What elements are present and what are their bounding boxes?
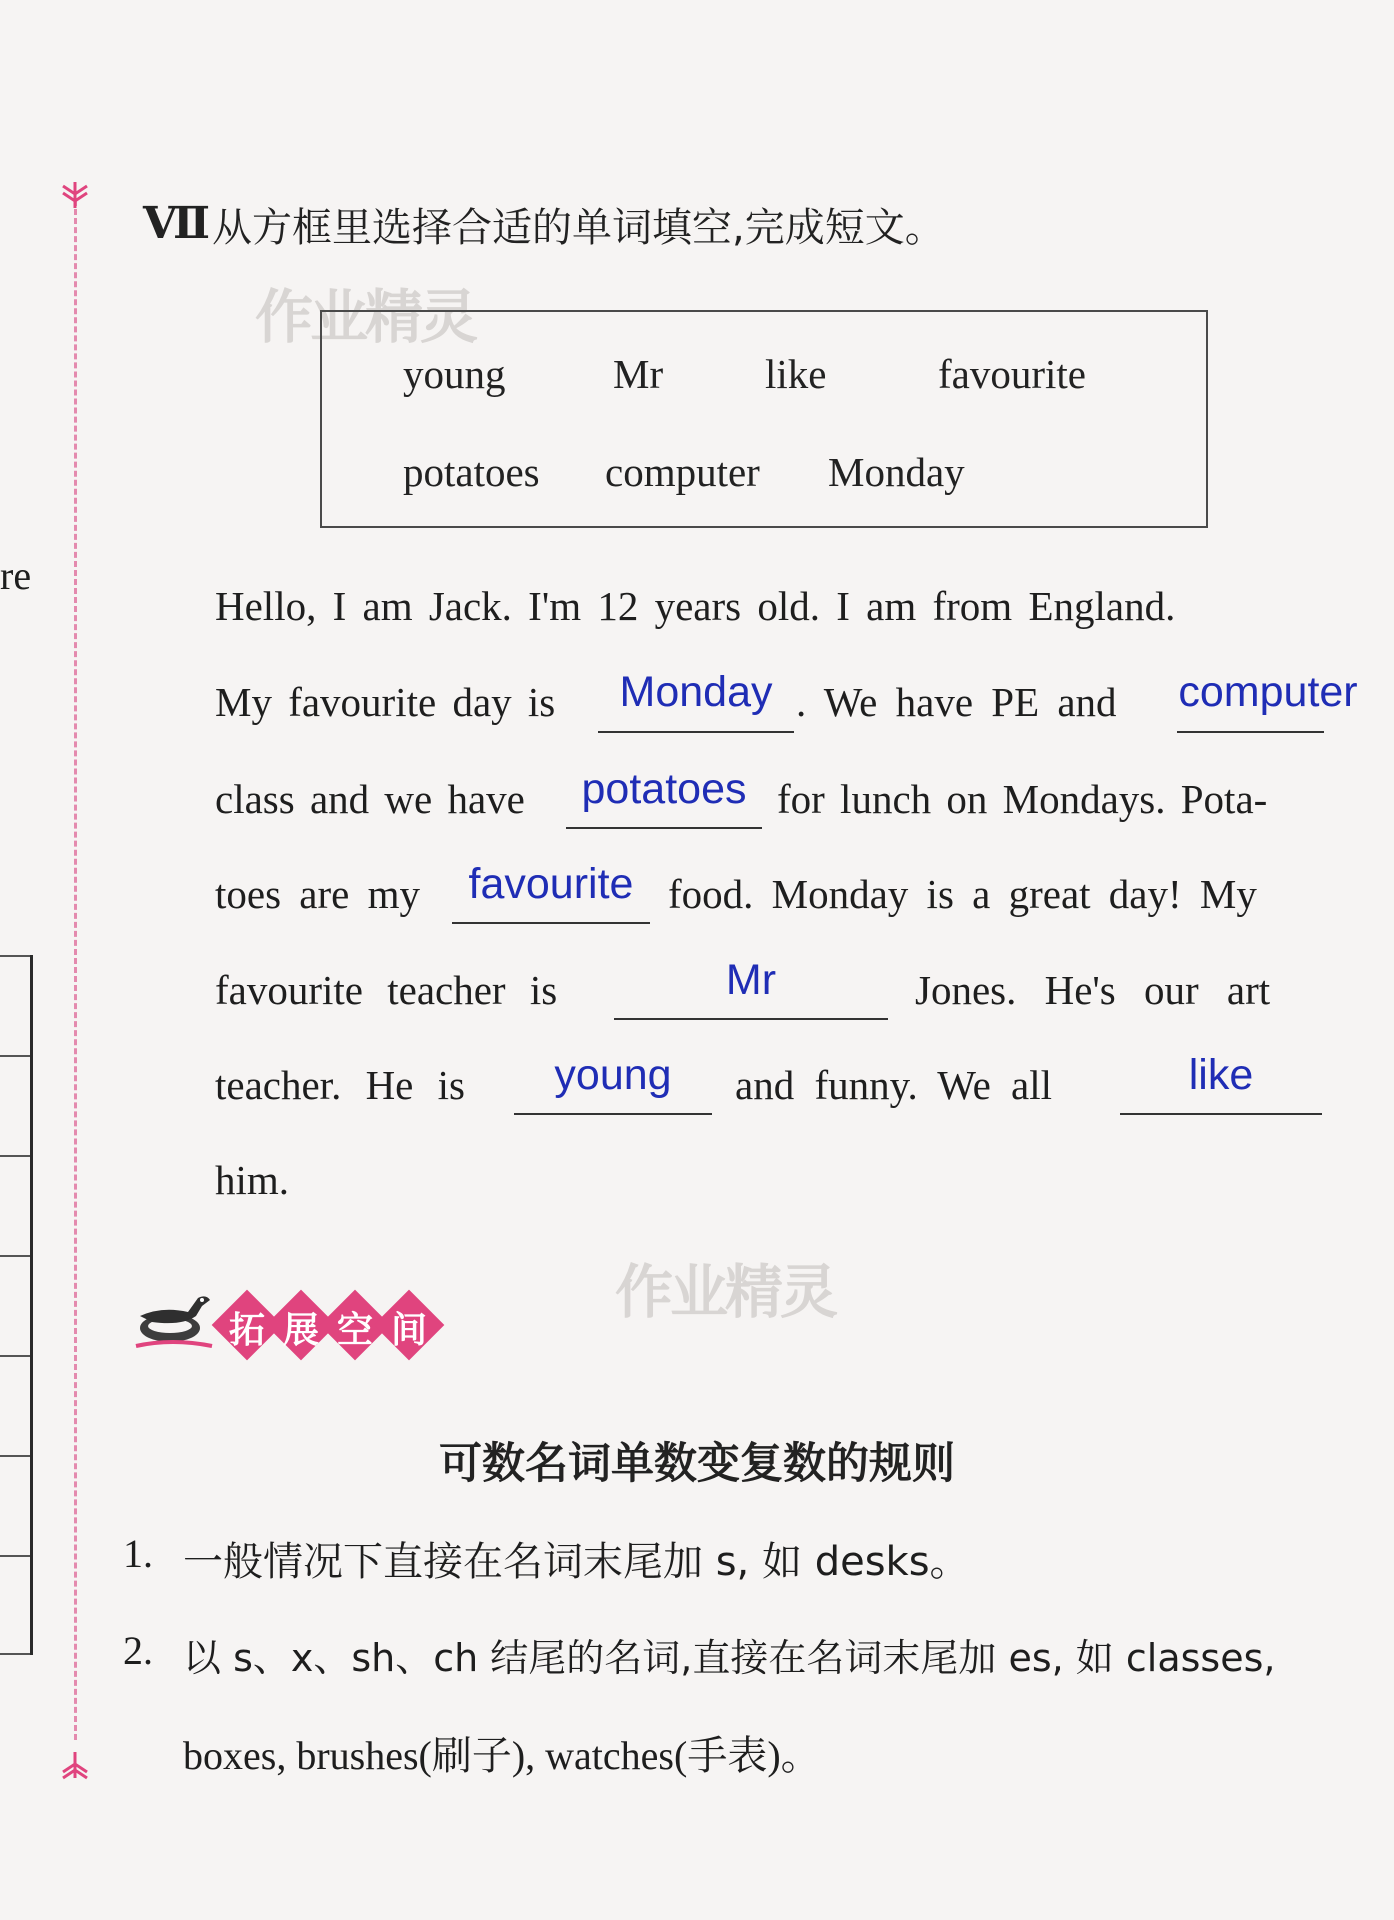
rules-title: 可数名词单数变复数的规则 — [439, 1439, 955, 1489]
word-option: favourite — [938, 351, 1086, 397]
rule-text: 一般情况下直接在名词末尾加 s, 如 desks。 — [183, 1539, 970, 1585]
answer-blank-5 — [614, 1018, 888, 1020]
bird-icon — [132, 1276, 214, 1358]
cut-off-margin-text: re — [0, 553, 32, 598]
rule-number: 1. — [123, 1531, 153, 1576]
margin-arrow-icon-bottom — [58, 1750, 92, 1780]
rule-number: 2. — [123, 1628, 153, 1673]
watermark: 作业精灵 — [255, 283, 476, 351]
answer-2: computer — [1178, 668, 1358, 716]
passage-line: him. — [215, 1157, 290, 1203]
answer-1: Monday — [619, 668, 773, 716]
word-option: potatoes — [403, 449, 540, 495]
answer-6: young — [554, 1051, 672, 1099]
watermark: 作业精灵 — [615, 1258, 836, 1326]
badge-char: 间 — [390, 1310, 427, 1351]
answer-3: potatoes — [581, 765, 747, 813]
word-option: Mr — [613, 351, 664, 397]
cut-off-table — [0, 955, 33, 1655]
passage-line: teacher. He is — [215, 1062, 465, 1108]
answer-blank-4 — [452, 922, 650, 924]
passage-line: and funny. We all — [735, 1062, 1053, 1108]
section-instruction: 从方框里选择合适的单词填空,完成短文。 — [212, 205, 945, 251]
rule-text: 以 s、x、sh、ch 结尾的名词,直接在名词末尾加 es, 如 classes, — [183, 1636, 1276, 1680]
badge-char: 拓 — [228, 1310, 265, 1351]
word-option: young — [403, 351, 506, 397]
badge-char: 空 — [336, 1310, 373, 1351]
extension-badge — [210, 1290, 440, 1360]
badge-char: 展 — [282, 1310, 319, 1351]
margin-arrow-icon-top — [58, 180, 92, 210]
passage-line: toes are my — [215, 871, 420, 917]
answer-4: favourite — [468, 860, 634, 908]
passage-line: class and we have — [215, 776, 525, 822]
answer-5: Mr — [725, 956, 777, 1004]
section-number: Ⅶ — [143, 199, 209, 248]
answer-blank-3 — [566, 827, 762, 829]
passage-line: Hello, I am Jack. I'm 12 years old. I am from England. — [215, 583, 1176, 629]
word-option: like — [765, 351, 827, 397]
rule-text: boxes, brushes(刷子), watches(手表)。 — [183, 1733, 821, 1778]
answer-blank-7 — [1120, 1113, 1322, 1115]
answer-blank-2 — [1177, 731, 1324, 733]
margin-dashed-line — [74, 200, 77, 1740]
passage-line: food. Monday is a great day! My — [668, 871, 1257, 917]
answer-blank-1 — [598, 731, 794, 733]
word-option: computer — [605, 449, 760, 495]
passage-line: for lunch on Mondays. Pota- — [777, 776, 1268, 822]
passage-line: Jones. He's our art — [915, 967, 1271, 1013]
answer-blank-6 — [514, 1113, 712, 1115]
passage-line: My favourite day is — [215, 679, 556, 725]
word-option: Monday — [828, 449, 965, 495]
answer-7: like — [1188, 1051, 1254, 1099]
passage-line: . We have PE and — [796, 679, 1117, 725]
passage-line: favourite teacher is — [215, 967, 558, 1013]
